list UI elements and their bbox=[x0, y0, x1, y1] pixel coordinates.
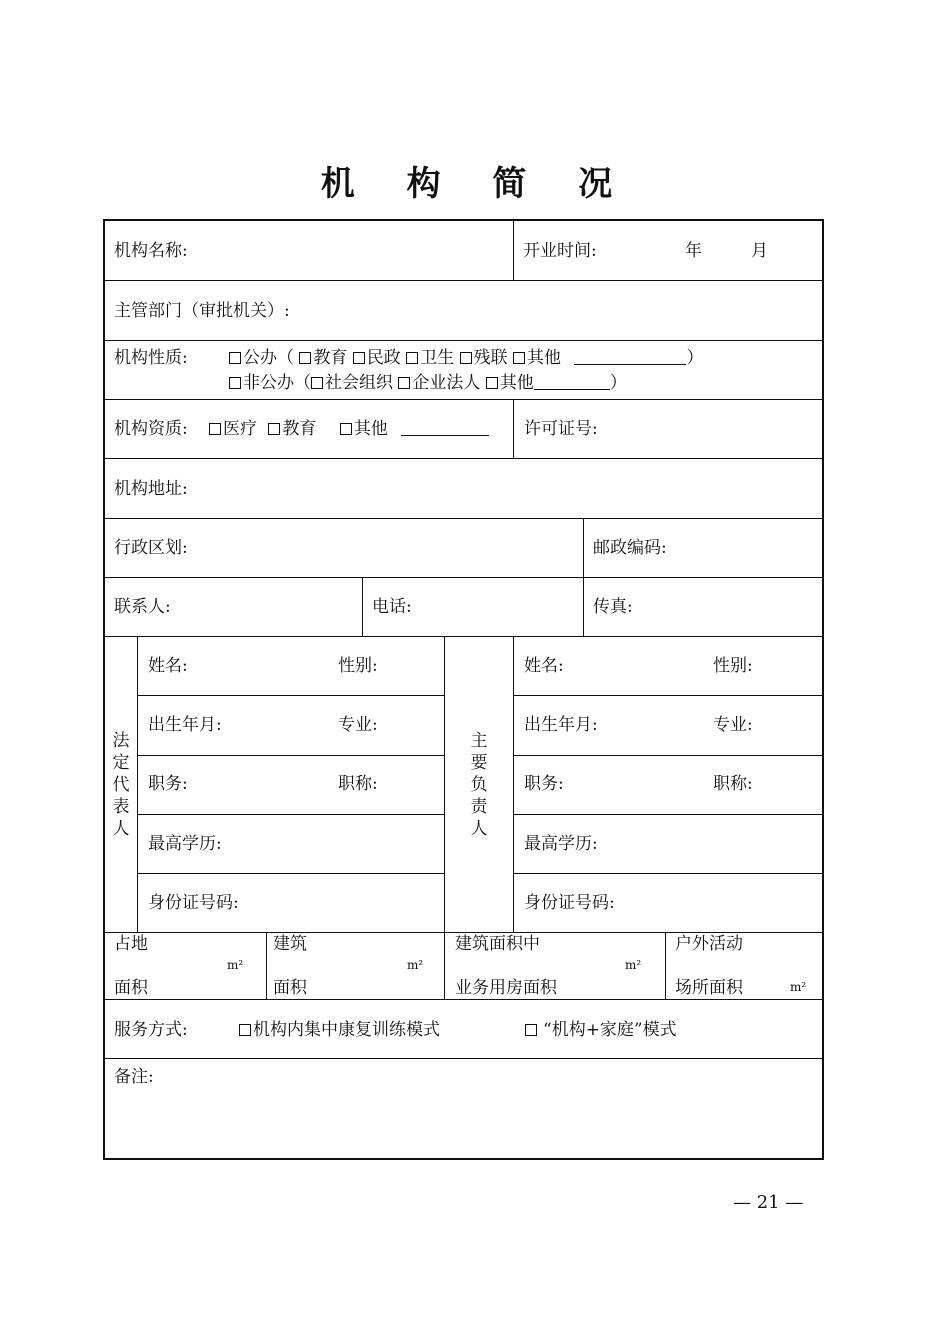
outdoor-area-unit: m² bbox=[790, 980, 807, 994]
legal-gender-label: 性别: bbox=[338, 656, 378, 676]
principal-id-label: 身份证号码: bbox=[524, 893, 615, 913]
row-divider bbox=[105, 999, 822, 1000]
outdoor-area-label-top: 户外活动 bbox=[675, 934, 743, 954]
row-divider bbox=[105, 636, 822, 637]
year-label: 年 bbox=[685, 241, 702, 261]
row-divider bbox=[514, 695, 822, 696]
row-divider bbox=[105, 399, 822, 400]
postcode-label: 邮政编码: bbox=[593, 538, 667, 558]
region-label: 行政区划: bbox=[114, 538, 188, 558]
land-area-label-bottom: 面积 bbox=[114, 978, 148, 998]
row-divider bbox=[514, 755, 822, 756]
checkbox[interactable] bbox=[525, 1024, 537, 1036]
service-area-label-top: 建筑面积中 bbox=[455, 934, 540, 954]
checkbox[interactable] bbox=[311, 377, 323, 389]
checkbox[interactable] bbox=[486, 377, 498, 389]
page-title: 机 构 简 况 bbox=[320, 164, 633, 204]
form-table bbox=[103, 219, 824, 1160]
checkbox[interactable] bbox=[513, 352, 525, 364]
row-divider bbox=[105, 577, 822, 578]
principal-title-label: 职称: bbox=[713, 774, 753, 794]
col-divider bbox=[266, 932, 267, 999]
month-label: 月 bbox=[751, 241, 768, 261]
checkbox[interactable] bbox=[398, 377, 410, 389]
legal-education-label: 最高学历: bbox=[148, 834, 222, 854]
outdoor-area-label-bottom: 场所面积 bbox=[675, 978, 743, 998]
open-time-label: 开业时间: bbox=[523, 241, 597, 261]
legal-major-label: 专业: bbox=[338, 715, 378, 735]
department-label: 主管部门（审批机关）: bbox=[114, 301, 290, 321]
principal-education-label: 最高学历: bbox=[524, 834, 598, 854]
fax-label: 传真: bbox=[593, 597, 633, 617]
service-area-label-bottom: 业务用房面积 bbox=[455, 978, 557, 998]
col-divider bbox=[137, 636, 138, 932]
checkbox[interactable] bbox=[353, 352, 365, 364]
principal-label: 主 要 负 责 人 bbox=[470, 731, 488, 839]
legal-birth-label: 出生年月: bbox=[148, 715, 222, 735]
row-divider bbox=[105, 458, 822, 459]
license-label: 许可证号: bbox=[524, 419, 598, 439]
service-mode-label: 服务方式: bbox=[114, 1020, 188, 1040]
checkbox[interactable] bbox=[268, 423, 280, 435]
org-name-label: 机构名称: bbox=[114, 241, 188, 261]
nature-row-1: 公办（ 教育 民政 卫生 残联 其他 ） bbox=[229, 348, 703, 368]
service-option-2: “机构+家庭”模式 bbox=[525, 1020, 677, 1040]
qualification-label: 机构资质: bbox=[114, 419, 188, 439]
building-area-label-top: 建筑 bbox=[273, 934, 307, 954]
legal-rep-label: 法 定 代 表 人 bbox=[112, 731, 130, 839]
col-divider bbox=[665, 932, 666, 999]
row-divider bbox=[105, 1058, 822, 1059]
checkbox[interactable] bbox=[229, 377, 241, 389]
fill-blank[interactable] bbox=[534, 373, 610, 390]
checkbox[interactable] bbox=[229, 352, 241, 364]
checkbox[interactable] bbox=[340, 423, 352, 435]
row-divider bbox=[105, 280, 822, 281]
contact-label: 联系人: bbox=[114, 597, 171, 617]
row-divider bbox=[138, 873, 444, 874]
service-area-unit: m² bbox=[625, 958, 642, 972]
nature-row-2: 非公办（ 社会组织 企业法人 其他 ） bbox=[229, 373, 627, 393]
row-divider bbox=[105, 518, 822, 519]
nature-label: 机构性质: bbox=[114, 348, 188, 368]
fill-blank[interactable] bbox=[401, 419, 489, 436]
checkbox[interactable] bbox=[406, 352, 418, 364]
service-option-1: 机构内集中康复训练模式 bbox=[239, 1020, 440, 1040]
checkbox[interactable] bbox=[299, 352, 311, 364]
principal-major-label: 专业: bbox=[713, 715, 753, 735]
fill-blank[interactable] bbox=[574, 348, 686, 365]
land-area-unit: m² bbox=[227, 958, 244, 972]
row-divider bbox=[138, 755, 444, 756]
legal-id-label: 身份证号码: bbox=[148, 893, 239, 913]
row-divider bbox=[105, 932, 822, 933]
building-area-label-bottom: 面积 bbox=[273, 978, 307, 998]
col-divider bbox=[513, 399, 514, 458]
phone-label: 电话: bbox=[372, 597, 412, 617]
qualification-options: 医疗 教育 其他 bbox=[209, 419, 489, 439]
principal-position-label: 职务: bbox=[524, 774, 564, 794]
col-divider bbox=[513, 636, 514, 932]
checkbox[interactable] bbox=[209, 423, 221, 435]
row-divider bbox=[138, 695, 444, 696]
col-divider bbox=[362, 577, 363, 636]
land-area-label-top: 占地 bbox=[114, 934, 148, 954]
row-divider bbox=[138, 814, 444, 815]
legal-position-label: 职务: bbox=[148, 774, 188, 794]
checkbox[interactable] bbox=[460, 352, 472, 364]
page-number: — 21 — bbox=[733, 1192, 804, 1213]
principal-gender-label: 性别: bbox=[713, 656, 753, 676]
remarks-label: 备注: bbox=[114, 1067, 154, 1087]
col-divider bbox=[513, 221, 514, 280]
row-divider bbox=[514, 814, 822, 815]
col-divider bbox=[444, 636, 445, 999]
principal-name-label: 姓名: bbox=[524, 656, 564, 676]
col-divider bbox=[583, 518, 584, 636]
row-divider bbox=[514, 873, 822, 874]
principal-birth-label: 出生年月: bbox=[524, 715, 598, 735]
address-label: 机构地址: bbox=[114, 479, 188, 499]
building-area-unit: m² bbox=[407, 958, 424, 972]
row-divider bbox=[105, 340, 822, 341]
legal-name-label: 姓名: bbox=[148, 656, 188, 676]
checkbox[interactable] bbox=[239, 1024, 251, 1036]
legal-title-label: 职称: bbox=[338, 774, 378, 794]
